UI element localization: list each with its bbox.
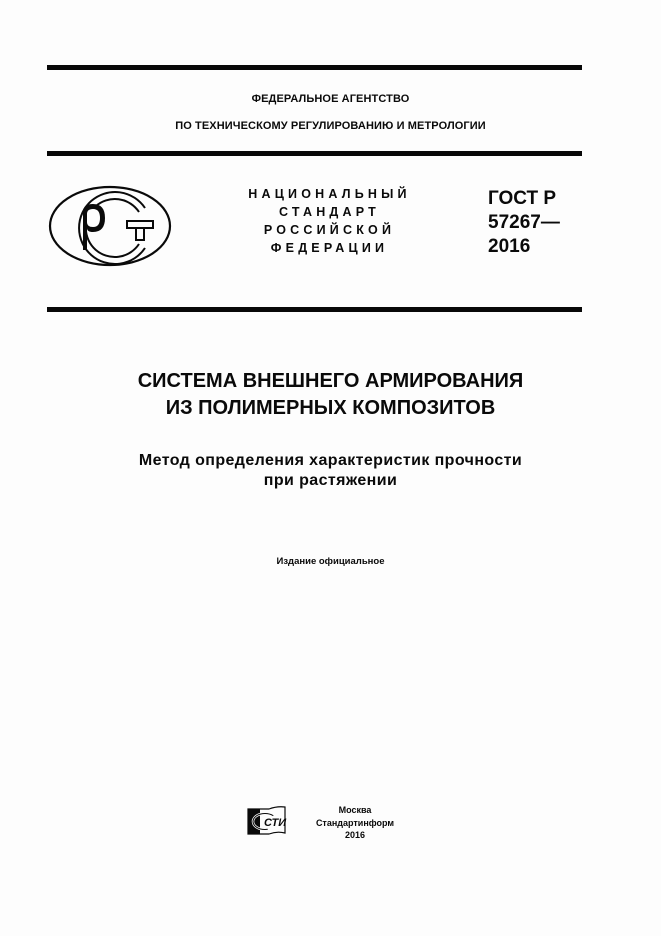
document-title bbox=[0, 368, 661, 422]
block-rule bbox=[47, 307, 582, 312]
natstd-line-4: ФЕДЕРАЦИИ bbox=[270, 241, 389, 255]
publisher-year: 2016 bbox=[344, 830, 366, 840]
publisher-name: Стандартинформ bbox=[315, 817, 395, 828]
publisher-info bbox=[300, 804, 410, 842]
title-line-2: ИЗ ПОЛИМЕРНЫХ КОМПОЗИТОВ bbox=[165, 397, 496, 419]
national-standard-label bbox=[232, 185, 427, 257]
standard-designation bbox=[488, 187, 560, 259]
publisher-city: Москва bbox=[338, 805, 372, 815]
subtitle-line-2: при растяжении bbox=[263, 472, 398, 489]
svg-text:СТИ: СТИ bbox=[264, 817, 287, 829]
designation-line-1: ГОСТ Р bbox=[488, 188, 557, 209]
top-rule bbox=[47, 65, 582, 70]
natstd-line-1: НАЦИОНАЛЬНЫЙ bbox=[248, 187, 411, 201]
edition-label: Издание официальное bbox=[276, 556, 385, 567]
natstd-line-3: РОССИЙСКОЙ bbox=[263, 223, 396, 237]
agency-line-2: ПО ТЕХНИЧЕСКОМУ РЕГУЛИРОВАНИЮ И МЕТРОЛОГИИ bbox=[175, 120, 486, 132]
subtitle-line-1: Метод определения характеристик прочности bbox=[138, 452, 523, 469]
natstd-line-2: СТАНДАРТ bbox=[279, 205, 380, 219]
designation-line-3: 2016 bbox=[488, 236, 531, 257]
designation-line-2: 57267— bbox=[488, 212, 560, 233]
agency-line-1: ФЕДЕРАЛЬНОЕ АГЕНТСТВО bbox=[251, 93, 410, 105]
standartinform-logo-icon bbox=[247, 806, 287, 841]
rst-gost-logo-icon bbox=[47, 182, 175, 277]
title-line-1: СИСТЕМА ВНЕШНЕГО АРМИРОВАНИЯ bbox=[137, 370, 524, 392]
header-rule bbox=[47, 151, 582, 156]
document-subtitle bbox=[0, 451, 661, 491]
